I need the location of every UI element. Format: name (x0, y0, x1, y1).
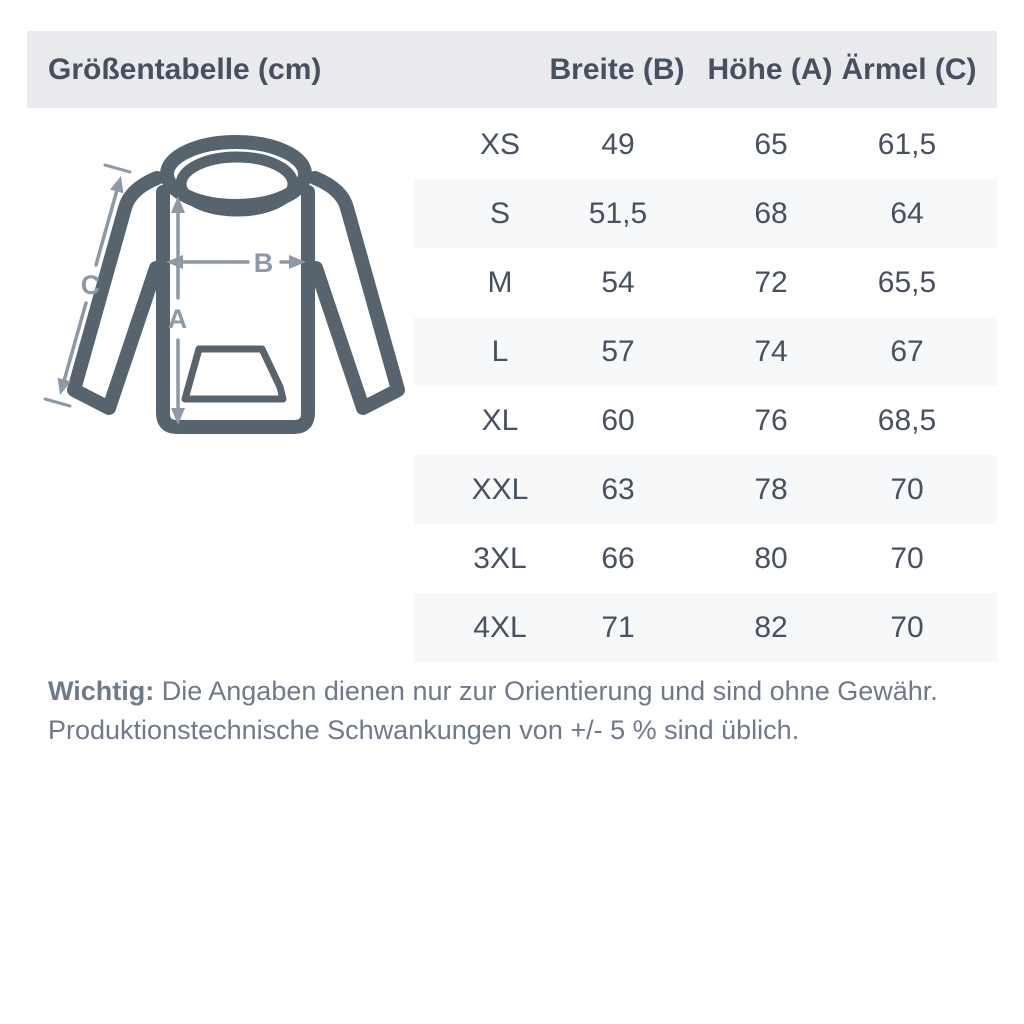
table-row (414, 110, 997, 179)
table-row (414, 248, 997, 317)
hoehe-cell: 78 (754, 472, 788, 506)
pocket-outline (185, 349, 283, 399)
breite-cell: 49 (601, 127, 635, 161)
size-cell: XXL (471, 472, 529, 506)
aermel-cell: 65,5 (877, 265, 937, 299)
dimension-label-a: A (167, 304, 189, 334)
breite-cell: 60 (601, 403, 635, 437)
breite-cell: 71 (601, 610, 635, 644)
note-line-1-rest: Die Angaben dienen nur zur Orientierung und sind ohne Gewähr. (154, 676, 938, 706)
aermel-cell: 61,5 (877, 127, 937, 161)
column-header-hoehe: Höhe (A) (707, 53, 833, 86)
size-cell: XS (479, 127, 521, 161)
breite-cell: 57 (601, 334, 635, 368)
hoehe-cell: 72 (754, 265, 788, 299)
table-row (414, 386, 997, 455)
sleeve-arrow-head-top (110, 176, 123, 193)
breite-cell: 66 (601, 541, 635, 575)
note-line-2: Produktionstechnische Schwankungen von +/- 5 % sind üblich. (48, 715, 800, 745)
note-lead: Wichtig: (48, 676, 155, 706)
size-table (414, 110, 997, 662)
size-cell: M (487, 265, 513, 299)
hoehe-cell: 82 (754, 610, 788, 644)
hoehe-cell: 74 (754, 334, 788, 368)
page-title: Größentabelle (cm) (48, 53, 322, 86)
table-header (27, 31, 997, 108)
aermel-cell: 70 (890, 610, 924, 644)
size-cell: S (489, 196, 511, 230)
size-cell: 4XL (473, 610, 527, 644)
table-row (414, 317, 997, 386)
right-sleeve-outline (315, 178, 398, 408)
hoehe-cell: 68 (754, 196, 788, 230)
note-line-1 (48, 672, 978, 711)
size-cell: L (491, 334, 509, 368)
breite-cell: 63 (601, 472, 635, 506)
table-row (414, 455, 997, 524)
aermel-cell: 70 (890, 472, 924, 506)
note-text (48, 672, 978, 750)
dimension-label-b: B (253, 248, 275, 278)
hoodie-diagram (40, 130, 410, 460)
dimension-label-c: C (80, 270, 102, 300)
size-cell: XL (481, 403, 519, 437)
size-cell: 3XL (473, 541, 527, 575)
column-header-breite: Breite (B) (549, 53, 685, 86)
aermel-cell: 64 (890, 196, 924, 230)
table-row (414, 179, 997, 248)
hoehe-cell: 65 (754, 127, 788, 161)
aermel-cell: 68,5 (877, 403, 937, 437)
aermel-cell: 67 (890, 334, 924, 368)
table-row (414, 593, 997, 662)
column-header-aermel: Ärmel (C) (841, 53, 977, 86)
aermel-cell: 70 (890, 541, 924, 575)
hoehe-cell: 76 (754, 403, 788, 437)
breite-cell: 51,5 (588, 196, 648, 230)
breite-cell: 54 (601, 265, 635, 299)
hoehe-cell: 80 (754, 541, 788, 575)
table-row (414, 524, 997, 593)
